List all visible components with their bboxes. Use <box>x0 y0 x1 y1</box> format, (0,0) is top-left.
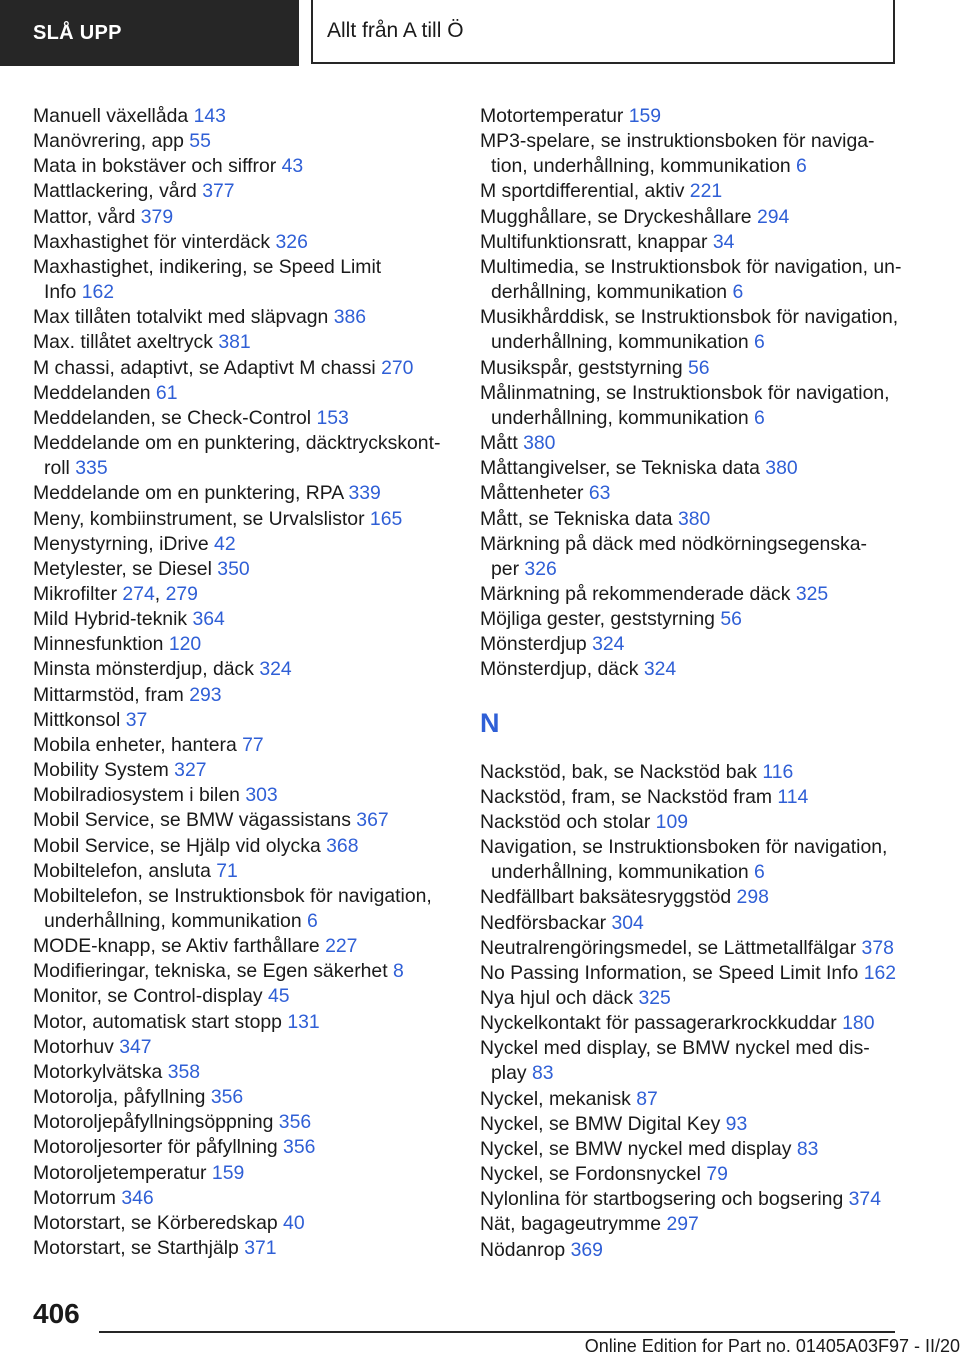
page-reference-link[interactable]: 377 <box>202 180 235 203</box>
page-reference-link[interactable]: 159 <box>628 105 662 127</box>
index-entry-term: Mobility System <box>33 759 175 782</box>
index-entry <box>480 456 920 481</box>
index-entry-term: Möjliga gester, geststyrning <box>480 608 721 631</box>
index-entry <box>33 431 448 481</box>
page-reference-link[interactable]: 293 <box>189 683 222 706</box>
index-entry <box>480 1238 920 1263</box>
page-reference-link[interactable]: 153 <box>316 406 349 429</box>
index-entry <box>480 810 920 835</box>
page-reference-link[interactable]: 378 <box>861 936 894 959</box>
index-entry <box>33 255 448 305</box>
index-entry <box>480 1162 920 1187</box>
index-entry-term: Mata in bokstäver och siffror <box>33 155 282 178</box>
index-entry-term: Motoroljepåfyllningsöppning <box>33 1111 279 1134</box>
index-entry-term: Nackstöd, fram, se Nackstöd fram <box>480 785 778 808</box>
index-entry-term: Nödanrop <box>480 1238 571 1261</box>
index-entry-term: Märkning på däck med nödkörningsegenska- per <box>480 532 867 580</box>
page-reference-link[interactable]: 380 <box>677 507 711 530</box>
index-entry-term: Modifieringar, tekniska, se Egen säkerhet <box>33 960 393 983</box>
page-reference-link[interactable]: 45 <box>267 985 290 1008</box>
index-entry <box>480 961 920 986</box>
index-group-m <box>480 104 920 683</box>
page-reference-link[interactable]: 335 <box>75 457 108 480</box>
index-entry <box>33 481 448 506</box>
page-reference-link[interactable]: 40 <box>283 1211 305 1234</box>
index-entry-term: Mittarmstöd, fram <box>33 683 190 706</box>
index-entry-term: Manuell växellåda <box>33 105 194 127</box>
index-entry <box>33 1035 448 1060</box>
index-entry <box>33 104 448 129</box>
page-reference-link[interactable]: 369 <box>570 1238 603 1261</box>
index-entry <box>33 708 448 733</box>
page-reference-link[interactable]: 364 <box>192 608 225 631</box>
index-entry-term: Motor, automatisk start stopp <box>33 1010 288 1033</box>
index-entry-term: Motortemperatur <box>480 105 629 127</box>
page-reference-link[interactable]: 116 <box>762 760 794 783</box>
index-entry <box>480 431 920 456</box>
index-entry <box>33 582 448 607</box>
index-entry <box>480 1112 920 1137</box>
index-entry-term: Max. tillåtet axeltryck <box>33 331 219 354</box>
index-entry <box>480 255 920 305</box>
index-entry-term: Nät, bagageutrymme <box>480 1213 667 1236</box>
index-entry-term: Mönsterdjup <box>480 633 593 656</box>
index-entry <box>33 808 448 833</box>
page-reference-link[interactable]: 324 <box>259 658 292 681</box>
footer-divider <box>99 1331 895 1333</box>
index-entry-term: Minsta mönsterdjup, däck <box>33 658 260 681</box>
index-entry-term: Nylonlina för startbogsering och bogsering <box>480 1188 849 1211</box>
index-entry-term: M sportdifferential, aktiv <box>480 180 690 203</box>
index-entry-term: Nedförsbackar <box>480 911 612 934</box>
index-entry <box>480 835 920 885</box>
page-number: 406 <box>33 1298 80 1329</box>
index-entry <box>33 330 448 355</box>
page-reference-link[interactable]: 327 <box>174 759 207 782</box>
index-entry <box>480 305 920 355</box>
index-entry-term: No Passing Information, se Speed Limit Info <box>480 961 864 984</box>
page-reference-link[interactable]: 380 <box>523 432 556 455</box>
index-entry-term: Nyckel, se BMW Digital Key <box>480 1112 726 1135</box>
index-entry <box>33 834 448 859</box>
index-entry-term: Mugghållare, se Dryckeshållare <box>480 205 757 228</box>
index-entry-term: Manövrering, app <box>33 130 190 153</box>
index-entry <box>480 1187 920 1212</box>
page-reference-link[interactable]: 326 <box>524 557 557 580</box>
index-entry <box>480 1011 920 1036</box>
page-reference-link[interactable]: 6 <box>754 331 765 354</box>
index-entry-term: Meny, kombiinstrument, se Urvalslistor <box>33 507 370 530</box>
page-reference-link[interactable]: 42 <box>214 532 236 555</box>
index-entry-term: MP3-spelare, se instruktionsboken för naviga- tion, underhållning, kommunikation <box>480 130 875 178</box>
index-entry <box>33 305 448 330</box>
index-entry <box>480 760 920 785</box>
index-entry-term: M chassi, adaptivt, se Adaptivt M chassi <box>33 356 382 379</box>
page-reference-link[interactable]: 162 <box>863 961 897 984</box>
chapter-tab <box>311 0 895 64</box>
index-entry-term: Motoroljesorter för påfyllning <box>33 1136 284 1159</box>
page-reference-link[interactable]: 61 <box>155 381 178 404</box>
page-reference-link[interactable]: 304 <box>611 911 644 934</box>
index-entry-term: Nyckel, mekanisk <box>480 1087 637 1110</box>
page-reference-link[interactable]: 6 <box>754 406 765 429</box>
page-reference-link[interactable]: 339 <box>348 482 381 505</box>
index-entry-term: Nya hjul och däck <box>480 987 639 1009</box>
index-entry-term: Musikspår, geststyrning <box>480 356 688 379</box>
page-header <box>0 0 960 66</box>
index-entry-term: Neutralrengöringsmedel, se Lättmetallfälgar <box>480 936 862 959</box>
index-entry <box>480 657 920 682</box>
index-entry-term: Mått <box>480 432 524 455</box>
page-reference-link[interactable]: 55 <box>189 130 211 153</box>
index-entry <box>33 632 448 657</box>
index-entry <box>480 1087 920 1112</box>
section-tab-label: SLÅ UPP <box>33 21 122 44</box>
index-entry <box>480 104 920 129</box>
index-entry-term: Mobil Service, se Hjälp vid olycka <box>33 834 327 857</box>
index-entry-term: Nyckelkontakt för passagerarkrockkuddar <box>480 1012 843 1035</box>
page-reference-link[interactable]: 325 <box>795 582 829 605</box>
index-entry <box>480 582 920 607</box>
index-entry <box>33 984 448 1009</box>
page-reference-link[interactable]: 367 <box>356 809 389 832</box>
index-entry <box>33 758 448 783</box>
page-reference-link[interactable]: 298 <box>736 886 769 909</box>
page-reference-link[interactable]: 374 <box>848 1188 881 1211</box>
index-entry-term: Mobil Service, se BMW vägassistans <box>33 809 357 832</box>
page-reference-link[interactable]: 162 <box>81 281 115 304</box>
index-entry-term: Motorrum <box>33 1186 122 1209</box>
index-entry-term: Max tillåten totalvikt med släpvagn <box>33 306 334 329</box>
index-entry-term: Mobiltelefon, se Instruktionsbok för navigation, underhållning, kommunikation <box>33 884 432 932</box>
page-reference-link[interactable]: 109 <box>655 810 689 833</box>
page-reference-link[interactable]: 358 <box>167 1060 201 1083</box>
page-reference-link[interactable]: 34 <box>712 230 735 253</box>
index-entry-term: Meddelande om en punktering, däcktryckskont- roll <box>33 432 441 480</box>
index-entry-term: Mattor, vård <box>33 205 141 228</box>
index-entry <box>33 1236 448 1261</box>
page-reference-link[interactable]: 297 <box>666 1213 699 1236</box>
page-reference-link[interactable]: 159 <box>211 1161 245 1184</box>
index-entry <box>480 607 920 632</box>
index-entry <box>33 1060 448 1085</box>
page-reference-link[interactable]: 143 <box>193 105 226 127</box>
index-entry-term: Mittkonsol <box>33 708 126 731</box>
index-entry-term: Monitor, se Control-display <box>33 985 268 1008</box>
index-entry <box>480 632 920 657</box>
index-entry <box>480 1212 920 1237</box>
page-reference-link[interactable]: 63 <box>588 482 611 505</box>
page-reference-link[interactable]: 6 <box>754 861 765 884</box>
page-reference-link[interactable]: 56 <box>688 356 710 379</box>
index-entry <box>480 785 920 810</box>
page-reference-link[interactable]: 180 <box>842 1012 875 1035</box>
index-entry-term: Maxhastighet, indikering, se Speed Limit Info <box>33 255 382 304</box>
index-entry <box>480 356 920 381</box>
page-reference-link[interactable]: 83 <box>796 1137 819 1160</box>
index-entry-term: Mått, se Tekniska data <box>480 507 678 530</box>
index-entry <box>480 179 920 204</box>
page-reference-link[interactable]: 324 <box>643 658 677 681</box>
index-entry <box>33 557 448 582</box>
page-reference-link[interactable]: 356 <box>210 1086 244 1109</box>
index-entry <box>480 481 920 506</box>
index-entry-term: Mattlackering, vård <box>33 180 203 203</box>
chapter-title: Allt från A till Ö <box>327 19 464 42</box>
index-entry-term: Motorhuv <box>33 1035 120 1058</box>
page-reference-link[interactable]: 71 <box>216 859 238 882</box>
index-entry-term: Mobilradiosystem i bilen <box>33 784 246 807</box>
page-ref-separator: , <box>154 582 166 605</box>
page-reference-link[interactable]: 8 <box>393 960 404 983</box>
index-entry <box>33 1135 448 1160</box>
page-reference-link[interactable]: 6 <box>796 155 807 178</box>
index-entry <box>33 683 448 708</box>
index-entry-term: Nyckel, se BMW nyckel med display <box>480 1137 797 1160</box>
index-entry-term: Multimedia, se Instruktionsbok för navigation, un- derhållning, kommunikation <box>480 255 902 304</box>
index-entry <box>33 230 448 255</box>
index-entry-term: Meddelande om en punktering, RPA <box>33 482 349 505</box>
index-entry <box>480 507 920 532</box>
index-entry <box>33 1211 448 1236</box>
index-entry-term: Nyckel med display, se BMW nyckel med dis- play <box>480 1037 870 1085</box>
page-reference-link[interactable]: 87 <box>636 1087 658 1110</box>
page-reference-link[interactable]: 6 <box>307 910 318 932</box>
index-entry <box>480 532 920 582</box>
index-entry <box>33 205 448 230</box>
index-entry <box>480 986 920 1011</box>
page-reference-link[interactable]: 79 <box>706 1163 728 1186</box>
page-reference-link[interactable]: 165 <box>369 507 403 530</box>
index-entry-term: MODE-knapp, se Aktiv farthållare <box>33 935 326 958</box>
page-reference-link[interactable]: 371 <box>244 1237 277 1260</box>
section-letter-n: N <box>480 707 500 738</box>
page-reference-link[interactable]: 270 <box>381 356 414 379</box>
page-reference-link[interactable]: 120 <box>168 633 202 656</box>
page-reference-link[interactable]: 368 <box>326 834 359 857</box>
index-entry <box>480 936 920 961</box>
index-entry <box>480 911 920 936</box>
index-entry-term: Motorstart, se Starthjälp <box>33 1237 245 1260</box>
index-entry <box>33 1085 448 1110</box>
index-entry-term: Motorstart, se Körberedskap <box>33 1211 284 1234</box>
page-reference-link[interactable]: 131 <box>287 1010 320 1033</box>
index-entry-term: Mönsterdjup, däck <box>480 658 644 681</box>
index-entry <box>33 179 448 204</box>
index-entry <box>33 783 448 808</box>
index-entry <box>33 507 448 532</box>
edition-note: Online Edition for Part no. 01405A03F97 - II/20 <box>584 1336 960 1356</box>
page-reference-link[interactable]: 37 <box>125 708 148 731</box>
index-entry-term: Navigation, se Instruktionsboken för navigation, underhållning, kommunikation <box>480 836 888 884</box>
page-reference-link[interactable]: 381 <box>218 331 251 354</box>
index-entry-term: Nackstöd, bak, se Nackstöd bak <box>480 760 763 783</box>
index-entry <box>33 884 448 934</box>
page-reference-link[interactable]: 294 <box>756 205 790 228</box>
index-entry <box>33 934 448 959</box>
index-entry-term: Mild Hybrid-teknik <box>33 608 193 631</box>
index-entry-term: Motorkylvätska <box>33 1060 168 1083</box>
index-entry <box>480 1137 920 1162</box>
index-entry <box>33 959 448 984</box>
page-reference-link[interactable]: 93 <box>725 1112 748 1135</box>
index-entry <box>33 1161 448 1186</box>
page-reference-link[interactable]: 303 <box>245 784 278 807</box>
page-reference-link[interactable]: 379 <box>140 205 174 228</box>
index-entry <box>33 532 448 557</box>
page-reference-link[interactable]: 325 <box>638 987 671 1009</box>
page-reference-link[interactable]: 324 <box>592 633 625 656</box>
index-entry-term: Motoroljetemperatur <box>33 1161 212 1184</box>
index-entry <box>33 406 448 431</box>
index-entry <box>480 1036 920 1086</box>
page-reference-link[interactable]: 221 <box>689 180 723 203</box>
page-reference-link[interactable]: 83 <box>531 1062 554 1085</box>
index-entry-term: Meddelanden <box>33 381 156 404</box>
index-entry <box>33 356 448 381</box>
index-entry-term: Nyckel, se Fordonsnyckel <box>480 1163 707 1186</box>
section-tab[interactable] <box>0 0 299 66</box>
index-entry-term: Måttangivelser, se Tekniska data <box>480 457 766 480</box>
index-entry <box>480 885 920 910</box>
index-entry-term: Metylester, se Diesel <box>33 557 218 580</box>
index-entry <box>33 154 448 179</box>
index-entry <box>480 205 920 230</box>
page-reference-link[interactable]: 386 <box>333 306 367 329</box>
index-entry-term: Menystyrning, iDrive <box>33 532 215 555</box>
page-reference-link[interactable]: 43 <box>281 155 304 178</box>
page-reference-link[interactable]: 356 <box>278 1111 312 1134</box>
page-reference-link[interactable]: 56 <box>720 608 742 631</box>
page-reference-link[interactable]: 326 <box>275 230 308 253</box>
index-entry-term: Målinmatning, se Instruktionsbok för navigation, underhållning, kommunikation <box>480 381 890 429</box>
page-reference-link[interactable]: 350 <box>217 557 250 580</box>
index-entry-term: Nedfällbart baksätesryggstöd <box>480 886 737 909</box>
page-reference-link[interactable]: 346 <box>121 1186 154 1209</box>
index-column-left <box>33 104 448 1261</box>
page-reference-link[interactable]: 77 <box>242 733 264 756</box>
page-reference-link[interactable]: 274 <box>122 582 155 605</box>
page-reference-link[interactable]: 114 <box>777 785 809 808</box>
page-reference-link[interactable]: 347 <box>119 1035 152 1058</box>
index-entry-term: Måttenheter <box>480 482 589 505</box>
index-entry-term: Multifunktionsratt, knappar <box>480 230 713 253</box>
page-reference-link[interactable]: 227 <box>325 935 358 958</box>
index-entry-term: Motorolja, påfyllning <box>33 1086 211 1109</box>
index-entry <box>480 129 920 179</box>
index-entry <box>33 657 448 682</box>
index-entry <box>33 733 448 758</box>
index-entry <box>33 1010 448 1035</box>
index-entry <box>480 230 920 255</box>
index-entry-term: Meddelanden, se Check-Control <box>33 406 317 429</box>
index-entry <box>33 1186 448 1211</box>
index-entry <box>33 381 448 406</box>
page-reference-link[interactable]: 380 <box>765 457 798 480</box>
index-entry <box>33 129 448 154</box>
index-entry-term: Musikhårddisk, se Instruktionsbok för navigation, underhållning, kommunikation <box>480 306 899 354</box>
index-entry-term: Maxhastighet för vinterdäck <box>33 230 276 253</box>
page-footer <box>0 1290 960 1362</box>
index-entry <box>33 607 448 632</box>
index-entry-term: Märkning på rekommenderade däck <box>480 582 796 605</box>
index-entry-term: Mobiltelefon, ansluta <box>33 859 217 882</box>
index-entry <box>33 859 448 884</box>
index-entry <box>33 1110 448 1135</box>
index-entry-term: Minnesfunktion <box>33 633 169 656</box>
index-group-n <box>480 760 920 1263</box>
index-column-right <box>480 104 920 1263</box>
index-entry-term: Nackstöd och stolar <box>480 810 656 833</box>
index-entry-term: Mikrofilter <box>33 582 123 605</box>
index-entry-term: Mobila enheter, hantera <box>33 733 243 756</box>
page-reference-link[interactable]: 279 <box>165 582 198 605</box>
page-reference-link[interactable]: 6 <box>732 281 744 304</box>
page-reference-link[interactable]: 356 <box>283 1136 316 1159</box>
index-entry <box>480 381 920 431</box>
